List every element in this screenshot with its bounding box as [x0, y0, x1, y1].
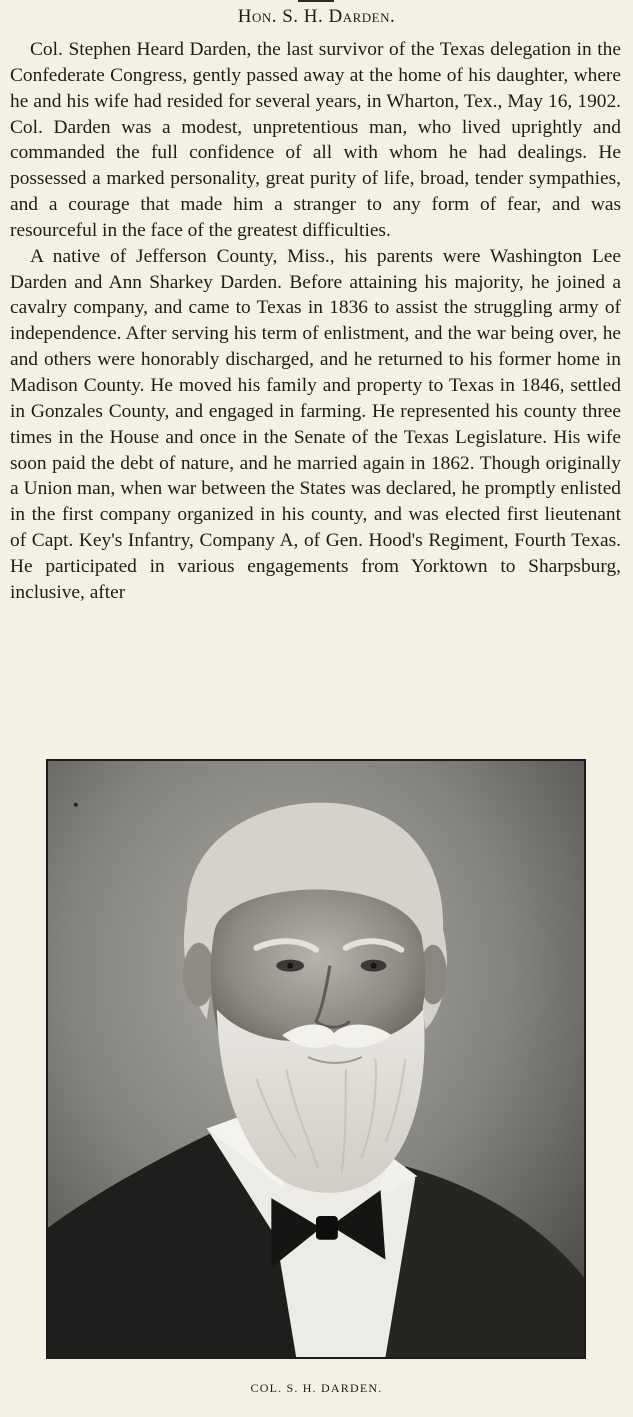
- portrait-photo: [46, 759, 586, 1359]
- article-body: [10, 37, 621, 606]
- article-paragraph-2: A native of Jefferson County, Miss., his parents were Washington Lee Darden and Ann Sharkey Darden. Before attaining his majority, he joined a cavalry company, and came to Texas in 1836 to assist the struggling army of independence. After serving his term of enlistment, and the war being over, he and others were honorably discharged, and he returned to his former home in Madison County. He moved his family and property to Texas in 1846, settled in Gonzales County, and engaged in farming. He represented his county three times in the House and once in the Senate of the Texas Legislature. His wife soon paid the debt of nature, and he married again in 1862. Though originally a Union man, when war between the States was declared, he promptly enlisted in the first company organized in his county, and was elected first lieutenant of Capt. Key's Infantry, Company A, of Gen. Hood's Regiment, Fourth Texas. He participated in various engagements from Yorktown to Sharpsburg, inclusive, after: [10, 245, 621, 603]
- portrait-illustration: [48, 761, 584, 1357]
- article-heading: Hon. S. H. Darden.: [237, 6, 396, 27]
- article-paragraph-1: Col. Stephen Heard Darden, the last survivor of the Texas delegation in the Confederate Congress, gently passed away at the home of his daughter, where he and his wife had resided for several years, in Wharton, Tex., May 16, 1902. Col. Darden was a modest, unpretentious man, who lived uprightly and commanded the full confidence of all with whom he had dealings. He possessed a marked personality, great purity of life, broad, tender sympathies, and a courage that made him a stranger to any form of fear, and was resourceful in the face of the greatest difficulties.: [10, 39, 621, 241]
- portrait-caption: COL. S. H. DARDEN.: [250, 1381, 383, 1395]
- top-rule: [298, 0, 334, 2]
